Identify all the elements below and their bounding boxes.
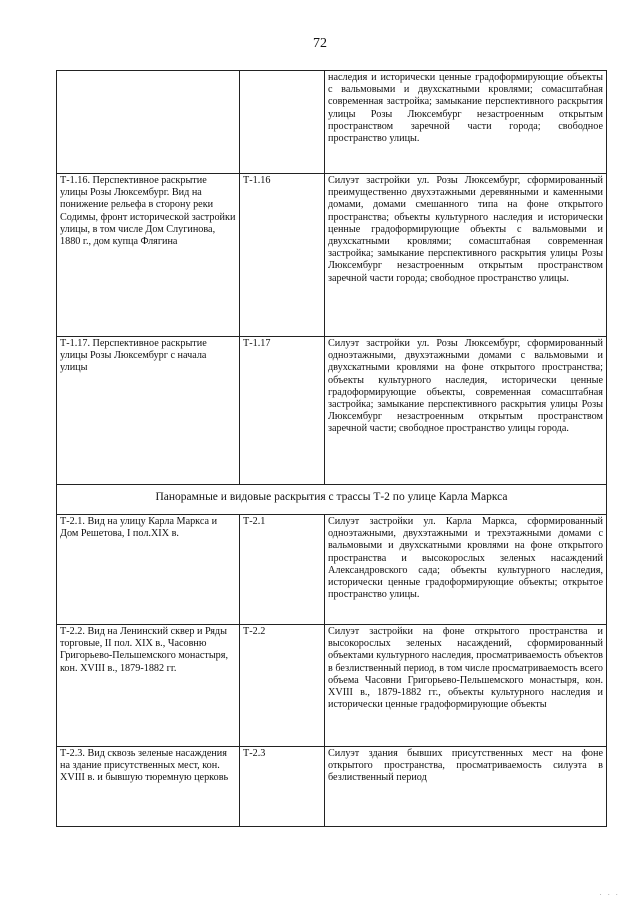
section-header-row bbox=[57, 485, 607, 515]
view-description-cell: Силуэт здания бывших присутственных мест на фоне открытого пространства, просматриваемость силуэта в безлиственный период bbox=[325, 747, 607, 827]
view-description-cell: Силуэт застройки ул. Розы Люксембург, сформированный преимущественно двухэтажными деревянными и каменными домами, домами смешанного типа на фоне открытого пространства; объекты культурного наследия и исторически ценные градоформирующие объекты с вальмовыми и двухскатными кровлями; сомасштабная современная застройка; замыкание перспективного раскрытия улицы Розы Люксембург незастроенным открытым пространством заречной части города; свободное пространство улицы. bbox=[325, 174, 607, 337]
section-title: Панорамные и видовые раскрытия с трассы Т-2 по улице Карла Маркса bbox=[57, 485, 607, 515]
table-row bbox=[57, 337, 607, 485]
view-description-cell: Силуэт застройки ул. Розы Люксембург, сформированный одноэтажными, двухэтажными домами с вальмовыми и двухскатными кровлями на фоне открытого пространства; объекты культурного наследия, исторически ценные градоформирующие объекты, современная сомасштабная застройка; замыкание перспективного раскрытия улицы Розы Люксембург незастроенным открытым пространством заречной части; свободное пространство улицы города. bbox=[325, 337, 607, 485]
view-description-cell: наследия и исторически ценные градоформирующие объекты с вальмовыми и двухскатными кровлями; сомасштабная современная застройка; замыкание перспективного раскрытия улицы Розы Люксембург незастроенным открытым пространством заречной части города; свободное пространство улицы. bbox=[325, 71, 607, 174]
scan-mark: · · · bbox=[599, 891, 620, 899]
view-name-cell: Т-2.1. Вид на улицу Карла Маркса и Дом Решетова, I пол.XIX в. bbox=[57, 515, 240, 625]
view-corridors-table bbox=[56, 70, 607, 827]
table-row bbox=[57, 71, 607, 174]
view-name-cell: Т-2.2. Вид на Ленинский сквер и Ряды торговые, II пол. XIX в., Часовню Григорьево-Пельшемского монастыря, кон. XVIII в., 1879-1882 гг. bbox=[57, 625, 240, 747]
view-description-cell: Силуэт застройки ул. Карла Маркса, сформированный одноэтажными, двухэтажными и трехэтажными домами с вальмовыми и двухскатными кровлями на фоне открытого пространства и высокорослых зеленых насаждений Александровского сада; объекты культурного наследия, исторически ценные градоформирующие объекты; открытое пространство улицы. bbox=[325, 515, 607, 625]
page-number: 72 bbox=[313, 36, 327, 51]
view-code-cell: Т-2.2 bbox=[240, 625, 325, 747]
view-name-cell: Т-1.16. Перспективное раскрытие улицы Розы Люксембург. Вид на понижение рельефа в сторону реки Содимы, фронт исторической застройки улицы, в том числе Дом Слугинова, 1880 г., дом купца Флягина bbox=[57, 174, 240, 337]
table-row bbox=[57, 515, 607, 625]
view-name-cell: Т-2.3. Вид сквозь зеленые насаждения на здание присутственных мест, кон. XVIII в. и бывшую тюремную церковь bbox=[57, 747, 240, 827]
table-row bbox=[57, 625, 607, 747]
view-code-cell: Т-1.16 bbox=[240, 174, 325, 337]
table-row bbox=[57, 747, 607, 827]
view-code-cell bbox=[240, 71, 325, 174]
view-code-cell: Т-1.17 bbox=[240, 337, 325, 485]
view-code-cell: Т-2.1 bbox=[240, 515, 325, 625]
view-name-cell bbox=[57, 71, 240, 174]
view-name-cell: Т-1.17. Перспективное раскрытие улицы Розы Люксембург с начала улицы bbox=[57, 337, 240, 485]
table-row bbox=[57, 174, 607, 337]
view-code-cell: Т-2.3 bbox=[240, 747, 325, 827]
view-description-cell: Силуэт застройки на фоне открытого пространства и высокорослых зеленых насаждений, сформированный объектами культурного наследия, просматриваемость объектов в безлиственный период, в том числе просматриваемость всего объема Часовни Григорьево-Пельшемского монастыря, кон. XVIII в., 1879-1882 гг., объекты культурного наследия и исторически ценные градоформирующие объекты bbox=[325, 625, 607, 747]
